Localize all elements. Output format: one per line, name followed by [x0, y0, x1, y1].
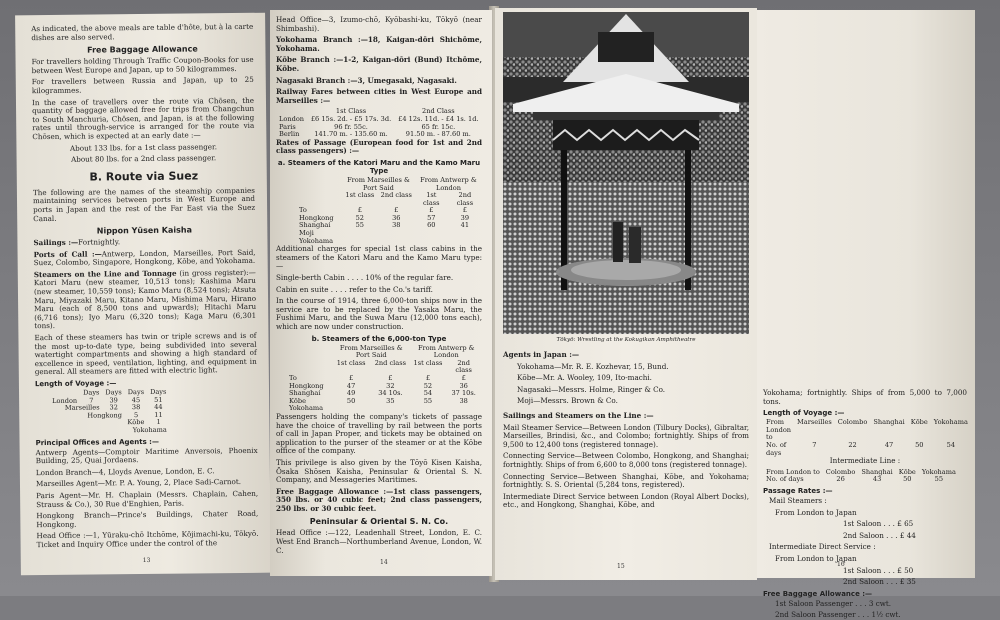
agents-heading: Agents in Japan :—	[503, 350, 580, 359]
cell: 60	[427, 221, 436, 230]
table-row	[286, 398, 482, 413]
page-number: 13	[142, 556, 151, 565]
cell: 36	[392, 213, 401, 222]
six-thousand-table	[286, 345, 482, 413]
cell: 55	[423, 396, 433, 405]
currency: £	[357, 206, 362, 215]
from-label: From London to	[766, 467, 820, 476]
cell: 54	[423, 389, 433, 398]
cell: 50	[915, 440, 924, 449]
cell: 37 10s.	[451, 389, 476, 398]
cell: 38	[392, 221, 401, 230]
cell: 54	[946, 440, 956, 449]
nagasaki-branch: Nagasaki Branch :—3, Umegasaki, Nagasaki.	[276, 75, 457, 85]
sailings-line	[33, 237, 255, 248]
mail-2nd-saloon: 2nd Saloon . . . £ 44	[843, 530, 916, 540]
table-row	[763, 476, 959, 484]
currency: £	[388, 373, 393, 382]
head-office: Head Office—3, Izumo-chō, Kyōbashi-ku, Tōkyō (near Shimbashi).	[276, 15, 482, 33]
cell: 57	[427, 213, 436, 222]
sailings-heading: Sailings and Steamers on the Line :—	[503, 410, 654, 420]
sailings-label: Sailings :—	[33, 237, 79, 248]
from-label: From London to	[766, 418, 792, 442]
cell: 47	[884, 440, 894, 449]
currency: £	[461, 373, 466, 382]
to-label: To	[299, 206, 307, 215]
agent-kobe: Kōbe—Mr. A. Wooley, 109, Ito-machi.	[517, 373, 652, 383]
katori-note: Additional charges for special 1st class cabins in the steamers of the Katori Maru and the Kamo Maru type:—	[276, 244, 482, 271]
col-header: Kōbe	[898, 467, 916, 476]
cell: 47	[346, 381, 356, 390]
free-baggage-heading: Free Baggage Allowance :—	[763, 589, 873, 598]
cell: 65 fr. 15c.	[421, 122, 456, 131]
table-row	[763, 442, 971, 457]
currency: £	[394, 206, 399, 215]
offices-heading: Principal Offices and Agents :—	[35, 437, 159, 447]
sub-header: 2nd class	[456, 191, 474, 207]
page-number: 14	[380, 559, 388, 566]
dest: Hongkong	[299, 213, 334, 222]
steamers-line	[34, 269, 257, 331]
cell: 55	[934, 475, 944, 484]
sub-header: 2nd class	[380, 191, 412, 200]
intermediate-line-label: Intermediate Line :	[829, 456, 901, 466]
int-1st-saloon: 1st Saloon . . . £ 50	[843, 565, 914, 575]
col-header: Kōbe	[910, 418, 928, 427]
page-16	[757, 10, 975, 620]
cell: 45	[131, 395, 141, 404]
connecting-service-2: Connecting Service—Between Shanghai, Kōbe, and Yokohama; fortnightly. S. S. Oriental (5,284 tons, registered).	[503, 471, 749, 490]
cell: 52	[423, 381, 433, 390]
office-marseilles: Marseilles Agent—Mr. P. A. Young, 2, Place Sadi-Carnot.	[35, 477, 242, 489]
sub-header: 1st class	[423, 191, 440, 207]
cell: 91.50 m. - 87.60 m.	[405, 130, 471, 139]
col-header: From Antwerp & London	[417, 343, 475, 360]
yokohama-branch: Yokohama Branch :—18, Kaigan-dōri Shichōme, Yokohama.	[276, 35, 482, 53]
route-intro: The following are the names of the steamship companies maintaining services between ports in West Europe and ports in Japan and the rest of the Far East via the Suez Canal.	[32, 185, 256, 223]
cell: 11	[154, 410, 163, 419]
photo-caption: Tōkyō: Wrestling at the Kokugikan Amphitheatre	[556, 337, 696, 343]
days-label: No. of days	[766, 475, 804, 484]
cell: 32	[109, 403, 118, 412]
kobe-branch: Kōbe Branch :—1-2, Kaigan-dōri (Bund) Itchōme, Kōbe.	[276, 55, 482, 73]
city: Paris	[279, 122, 296, 131]
ports-value: Antwerp, London, Marseilles, Port Said, Suez, Colombo, Singapore, Hongkong, Kōbe, and Yokohama.	[33, 247, 256, 268]
page-14	[270, 10, 492, 576]
agent-moji: Moji—Messrs. Brown & Co.	[517, 396, 618, 406]
privilege-para: This privilege is also given by the Tōyō Kisen Kaisha, Ōsaka Shōsen Kaisha, Peninsular & Oriental S. N. Company, and Messageries Maritimes.	[276, 457, 482, 485]
currency: £	[349, 373, 354, 382]
col-header: Marseilles	[797, 418, 832, 427]
sumo-photo	[503, 12, 749, 334]
voyage-heading: Length of Voyage :—	[763, 409, 845, 418]
cell: 49	[346, 389, 356, 398]
katori-table	[296, 177, 482, 245]
katori-para-2: In the course of 1914, three 6,000-ton ships now in the service are to be replaced by the Yasaka Maru, the Fushimi Maru, and the Suwa Maru (12,000 tons each), which are now under construction.	[276, 296, 482, 331]
baggage-1st: 1st Saloon Passenger . . . 3 cwt.	[775, 598, 892, 608]
col-header: 1st Class	[335, 107, 367, 116]
cell: 22	[848, 440, 857, 449]
currency: £	[429, 206, 434, 215]
fares-table	[276, 108, 482, 138]
katori-heading: a. Steamers of the Katori Maru and the Kamo Maru Type	[277, 158, 481, 175]
baggage-2nd: 2nd Saloon Passenger . . . 1½ cwt.	[775, 610, 901, 620]
meals-note: As indicated, the above meals are table d'hôte, but à la carte dishes are also served.	[31, 21, 254, 42]
col-header: Yokohama	[933, 418, 968, 427]
office-paris: Paris Agent—Mr. H. Chaplain (Messrs. Chaplain, Cahen, Strauss & Co.), 30 Rue d'Enghien, Paris.	[36, 488, 259, 509]
cell: 96 fr. 55c.	[334, 122, 368, 131]
passage-rates-heading: Passage Rates :—	[763, 486, 833, 495]
intermediate-service: Intermediate Direct Service between London (Royal Albert Docks), etc., and Hongkong, Shanghai, Kōbe, and	[503, 491, 749, 510]
days-header: Days	[127, 387, 145, 397]
port-name: Yokohama	[132, 425, 167, 435]
col-header: From Marseilles & Port Said	[339, 343, 403, 360]
cell: 5	[133, 410, 139, 419]
cell: 39	[109, 395, 118, 404]
dest: Kōbe Yokohama	[289, 396, 324, 413]
cell: 1	[156, 418, 161, 427]
city: London	[279, 114, 305, 123]
page-number: 16	[837, 561, 845, 568]
blank-top-area	[763, 14, 967, 389]
rates-para: Rates of Passage (European food for 1st and 2nd class passengers) :—	[276, 137, 482, 156]
col-header: 2nd Class	[422, 107, 455, 116]
fares-heading: Railway Fares between cities in West Europe and Marseilles :—	[276, 87, 482, 105]
nyk-heading: Nippon Yūsen Kaisha	[96, 225, 192, 236]
days-header: Days	[105, 388, 122, 397]
cell: 36	[459, 381, 468, 390]
cell: £4 12s. 11d. - £4 1s. 1d.	[398, 114, 479, 123]
cell: 7	[812, 440, 817, 449]
cell: 35	[386, 396, 395, 405]
cell: 34 10s.	[378, 389, 403, 398]
free-baggage-para: Free Baggage Allowance :—1st class passengers, 350 lbs. or 40 cubic feet; 2nd class passengers, 250 lbs. or 30 cubic feet.	[276, 486, 482, 513]
voyage-table	[49, 389, 170, 436]
office-head: Head Office :—1, Yūraku-chō Itchōme, Kōjimachi-ku, Tōkyō. Ticket and Inquiry Office under the control of the	[36, 529, 259, 550]
port-name: Hongkong	[87, 411, 123, 420]
cell: 39	[460, 213, 470, 222]
sailings-value: Fortnightly.	[78, 237, 121, 247]
sub-header: 2nd class	[374, 358, 406, 367]
cell: 32	[386, 381, 395, 390]
po-offices: Head Office :—122, Leadenhall Street, London, E. C. West End Branch—Northumberland Avenue, London, W. C.	[276, 528, 482, 555]
agent-nagasaki: Nagasaki—Messrs. Holme, Ringer & Co.	[517, 384, 666, 394]
steamers-label: Steamers on the Line and Tonnage	[33, 268, 177, 280]
route-suez-heading: B. Route via Suez	[89, 169, 199, 184]
days-header: Days	[83, 388, 100, 397]
port-name: Kōbe	[127, 418, 145, 427]
cell: 50	[346, 396, 356, 405]
cell: 41	[460, 221, 470, 230]
continued-line: Yokohama; fortnightly. Ships of from 5,000 to 7,000 tons.	[763, 388, 967, 406]
mail-voyage-table	[763, 419, 971, 457]
currency: £	[462, 206, 467, 215]
col-header: From Antwerp & London	[420, 175, 477, 192]
sub-header: 2nd class	[455, 358, 472, 375]
baggage-line-2: About 80 lbs. for a 2nd class passenger.	[70, 153, 217, 164]
sumo-arena-image	[503, 12, 749, 334]
katori-cabin-1: Single-berth Cabin . . . . 10% of the regular fare.	[276, 273, 454, 283]
cell: 44	[154, 402, 163, 412]
mail-from-label: From London to Japan	[775, 507, 857, 517]
cell: 52	[355, 213, 364, 222]
col-header: Shanghai	[861, 467, 893, 476]
office-antwerp: Antwerp Agents—Comptoir Maritime Anversois, Phoenix Building, 25, Quai Jordaens.	[35, 445, 258, 466]
city: Berlin	[279, 130, 300, 139]
table-row	[49, 427, 169, 436]
sub-header: 1st class	[413, 358, 443, 367]
rail-choice-para: Passengers holding the company's tickets of passage have the choice of travelling by rail between the ports of call in Japan Proper, and tickets may be obtained on application to the purser of the steamer or at the Kōbe office of the company.	[276, 411, 482, 456]
office-hongkong: Hongkong Branch—Prince's Buildings, Chater Road, Hongkong.	[36, 508, 259, 529]
intermediate-service-label: Intermediate Direct Service :	[769, 542, 876, 552]
currency: £	[425, 373, 431, 382]
ports-line	[34, 249, 256, 269]
cell: 43	[872, 475, 882, 484]
katori-cabin-2: Cabin en suite . . . . refer to the Co.'s tariff.	[276, 284, 433, 294]
six-thousand-heading: b. Steamers of the 6,000-ton Type	[311, 334, 447, 343]
mail-1st-saloon: 1st Saloon . . . £ 65	[843, 519, 914, 529]
table-row	[296, 222, 482, 245]
intermediate-voyage-table	[763, 469, 959, 484]
days-label: No. of days	[766, 440, 787, 457]
mail-steamers-label: Mail Steamers :	[769, 495, 827, 505]
screws-para: Each of these steamers has twin or triple screws and is of the most up-to-date type, being subdivided into several watertight compartments and showing a high standard of excellence in speed, ventilation, lighting, and equipment in general. All steamers are fitted with electric light.	[34, 330, 257, 377]
int-2nd-saloon: 2nd Saloon . . . £ 35	[843, 577, 916, 587]
page-number: 15	[617, 563, 625, 570]
baggage-para-1: For travellers holding Through Traffic Coupon-Books for use between West Europe and Japan, up to 50 kilogrammes.	[31, 55, 254, 75]
cell: £6 15s. 2d. - £5 17s. 3d.	[310, 114, 392, 123]
cell: 50	[903, 475, 912, 484]
table-row	[286, 390, 482, 398]
cell: 51	[154, 395, 163, 404]
baggage-para-3: In the case of travellers over the route via Chōsen, the quantity of baggage allowed free for trips from Changchun to South Manchuria, Chōsen, and Japan, is at the following rates until through-service is arranged for the route via Chōsen, which is expected at an early date :—	[31, 95, 255, 142]
dest: Shanghai	[289, 389, 321, 398]
baggage-line-1: About 133 lbs. for a 1st class passenger.	[69, 141, 218, 153]
free-baggage-heading: Free Baggage Allowance	[87, 44, 198, 55]
col-header: Colombo	[837, 418, 868, 427]
ports-label: Ports of Call :—	[33, 249, 102, 259]
cell: 141.70 m. - 135.60 m.	[314, 130, 388, 139]
agent-yokohama: Yokohama—Mr. R. E. Kozhevar, 15, Bund.	[517, 361, 669, 371]
col-header: Shanghai	[873, 418, 905, 427]
voyage-heading: Length of Voyage :—	[34, 379, 117, 389]
cell: 26	[836, 475, 845, 484]
page-13	[15, 13, 271, 576]
cell: 7	[89, 396, 94, 405]
intermediate-from-label: From London to Japan	[775, 553, 857, 563]
sub-header: 1st class	[336, 358, 366, 367]
to-label: To	[289, 373, 297, 382]
page-15	[495, 8, 757, 580]
cell: 55	[355, 221, 364, 230]
baggage-para-2: For travellers between Russia and Japan, up to 25 kilogrammes.	[31, 75, 254, 96]
dest: Hongkong	[289, 381, 324, 390]
dest: Shanghai Moji Yokohama	[299, 221, 334, 245]
col-header: From Marseilles & Port Said	[347, 175, 410, 192]
office-london: London Branch—4, Lloyds Avenue, London, E. C.	[35, 466, 215, 477]
col-header: Colombo	[825, 467, 856, 476]
po-heading: Peninsular & Oriental S. N. Co.	[309, 517, 449, 527]
cell: 38	[131, 403, 141, 412]
cell: 38	[459, 396, 468, 405]
port-name: London	[52, 396, 78, 405]
col-header: Yokohama	[921, 467, 956, 476]
connecting-service-1: Connecting Service—Between Colombo, Hongkong, and Shanghai; fortnightly. Ships of from 6,600 to 8,000 tons (registered tonnage).	[503, 451, 749, 469]
days-header: Days	[150, 387, 167, 396]
port-name: Marseilles	[64, 403, 100, 413]
sub-header: 1st class	[345, 191, 375, 200]
steamers-value: (in gross register):— Katori Maru (new steamer, 10,513 tons); Kashima Maru (new steamer, 10,559 tons); Kamo Maru (8,524 tons); Atsuta Maru, Miyazaki Maru, Kitano Maru, Mishima Maru, Hirano Maru (each of 8,500 tons and upwards); Hitachi Maru (6,716 tons); Iyo Maru (6,320 tons); Kaga Maru (6,301 tons).	[33, 267, 257, 331]
mail-steamer-service: Mail Steamer Service—Between London (Tilbury Docks), Gibraltar, Marseilles, Brindisi, &c., and Colombo; fortnightly. Ships of from 9,500 to 12,400 tons (registered tonnage).	[503, 422, 749, 449]
